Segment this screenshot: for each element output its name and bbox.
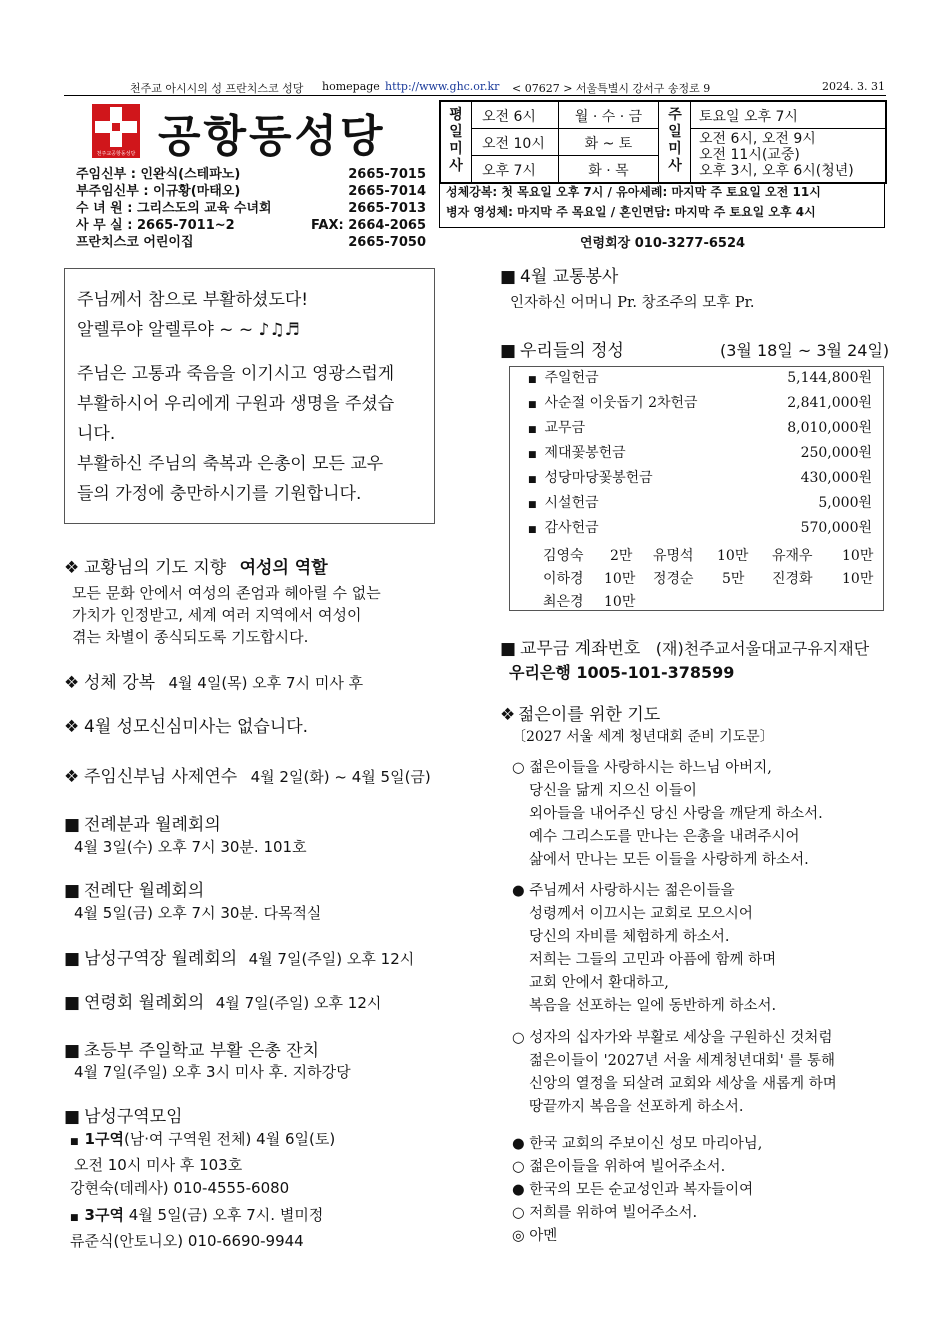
offering-row: ■ 제대꽃봉헌금 250,000원: [528, 445, 872, 461]
staff-row: 사 무 실 : 2665-7011~2 FAX: 2664-2065: [76, 218, 426, 233]
square-bullet-icon: ■: [64, 949, 81, 969]
prayer-stanza-2: ● 주님께서 사랑하시는 젊은이들을 성령께서 이끄시는 교회로 모으시어 당신의 자비를 체험하게 하소서. 저희는 그들의 고민과 아픔에 함께 하며 교회 안에서 환대하고, 복음을 선포하는 일에 동반하게 하소서.: [512, 883, 777, 1014]
square-bullet-icon: ■: [64, 815, 81, 835]
mass-days: 화 ~ 토: [558, 128, 659, 156]
council-contact: 연령회장 010-3277-6524: [580, 236, 746, 251]
donor-name: 유명석: [653, 548, 694, 564]
square-bullet-icon: ■: [64, 1041, 81, 1061]
district-1-block: ■ 1구역(남·여 구역원 전체) 4월 6일(토) 오전 10시 미사 후 103호 강현숙(데레사) 010-4555-6080: [70, 1130, 336, 1197]
square-bullet-icon: ■: [500, 267, 517, 287]
account-heading: ■ 교무금 계좌번호 (재)천주교서울대교구유지재단: [500, 639, 870, 659]
small-square-bullet-icon: ■: [528, 400, 537, 410]
youth-prayer-subtitle: 〔2027 서울 세계 청년대회 준비 기도문〕: [512, 729, 774, 745]
offering-row: ■ 사순절 이웃돕기 2차헌금 2,841,000원: [528, 395, 872, 411]
staff-row: 주임신부 : 인완식(스테파노) 2665-7015: [76, 167, 426, 182]
donor-name: 진경화: [772, 571, 813, 587]
small-square-bullet-icon: ■: [528, 525, 537, 535]
offering-table: [509, 366, 884, 611]
diamond-bullet-icon: ❖: [64, 558, 80, 578]
saturday-mass: 토요일 오후 7시: [690, 101, 886, 129]
small-square-bullet-icon: ■: [528, 475, 537, 485]
parish-name: 공항동성당: [158, 111, 386, 162]
mass-days: 화 · 목: [558, 155, 659, 183]
traffic-service-heading: ■ 4월 교통봉사: [500, 267, 619, 287]
diamond-bullet-icon: ❖: [500, 705, 516, 725]
mass-schedule-table: [439, 100, 887, 184]
prayer-stanza-1: ○ 젊은이들을 사랑하시는 하느님 아버지, 당신을 닮게 지으신 이들이 외아들을 내어주신 당신 사랑을 깨닫게 하소서. 예수 그리스도를 만나는 은총을 내려주시어 삶에서 만나는 모든 이들을 사랑하게 하소서.: [512, 760, 823, 868]
donor-amount: 10만: [842, 548, 874, 564]
square-bullet-icon: ■: [64, 993, 81, 1013]
donor-amount: 2만: [610, 548, 633, 564]
altar-meeting-text: 4월 5일(금) 오후 7시 30분. 다목적실: [74, 904, 322, 922]
square-bullet-icon: ■: [500, 341, 517, 361]
header-divider: [64, 95, 886, 96]
offering-period: (3월 18일 ~ 3월 24일): [720, 341, 890, 360]
sacrament-notes: 성체강복: 첫 목요일 오후 7시 / 유아세례: 마지막 주 토요일 오전 11시 병자 영성체: 마지막 주 목요일 / 혼인면담: 마지막 주 토요일 오후 4시: [439, 182, 885, 228]
sunday-school-heading: ■ 초등부 주일학교 부활 은총 잔치: [64, 1041, 320, 1061]
easter-message-box: 주님께서 참으로 부활하셨도다! 알렐루야 알렐루야 ~ ~ ♪♫♬ 주님은 고통과 죽음을 이기시고 영광스럽게 부활하시어 우리에게 구원과 생명을 주셨습 니다. 부활하신 주님의 축복과 은총이 모든 교우 들의 가정에 충만하시기를 기원합니다.: [64, 268, 435, 524]
small-square-bullet-icon: ■: [528, 375, 537, 385]
donor-amount: 5만: [722, 571, 745, 587]
donor-name: 최은경: [543, 594, 584, 610]
weekday-mass-label: 평일미사: [449, 107, 463, 174]
donor-amount: 10만: [604, 594, 636, 610]
sunday-mass-times: 오전 6시, 오전 9시 오전 11시(교중) 오후 3시, 오후 6시(청년): [690, 128, 886, 183]
offering-row: ■ 성당마당꽃봉헌금 430,000원: [528, 470, 872, 486]
pope-intention-heading: ❖ 교황님의 기도 지향 여성의 역할: [64, 558, 328, 578]
square-bullet-icon: ■: [64, 1107, 81, 1127]
retreat-heading: ❖ 주임신부님 사제연수 4월 2일(화) ~ 4월 5일(금): [64, 767, 431, 787]
donor-name: 유재우: [772, 548, 813, 564]
square-bullet-icon: ■: [64, 881, 81, 901]
liturgy-meeting-text: 4월 3일(수) 오후 7시 30분. 101호: [74, 838, 307, 856]
small-square-bullet-icon: ■: [70, 1213, 79, 1223]
staff-row: 수 녀 원 : 그리스도의 교육 수녀회 2665-7013: [76, 201, 426, 216]
small-square-bullet-icon: ■: [528, 500, 537, 510]
liturgy-meeting-heading: ■ 전례분과 월례회의: [64, 815, 221, 835]
pope-intention-text: 모든 문화 안에서 여성의 존엄과 헤아릴 수 없는 가치가 인정받고, 세계 여러 지역에서 여성이 겪는 차별이 종식되도록 기도합시다.: [72, 584, 381, 646]
offering-row: ■ 교무금 8,010,000원: [528, 420, 872, 436]
small-square-bullet-icon: ■: [528, 450, 537, 460]
mass-time: 오전 6시: [471, 101, 559, 129]
diamond-bullet-icon: ❖: [64, 673, 80, 693]
small-square-bullet-icon: ■: [528, 425, 537, 435]
logo-caption: 천주교공항동성당: [96, 151, 136, 157]
staff-directory: [76, 166, 426, 251]
district-3-block: ■ 3구역 4월 5일(금) 오후 7시. 별미정 류준식(안토니오) 010-6690-9944: [70, 1206, 324, 1250]
church-info: 천주교 아시시의 성 프란치스코 성당: [130, 82, 304, 95]
prayer-stanza-3: ○ 성자의 십자가와 부활로 세상을 구원하신 것처럼 젊은이들이 '2027년 서울 세계청년대회' 를 통해 신앙의 열정을 되살려 교회와 세상을 새롭게 하며 땅끝까지 복음을 선포하게 하소서.: [512, 1030, 837, 1115]
account-number: 우리은행 1005-101-378599: [509, 663, 735, 682]
mother-mass-notice: ❖ 4월 성모신심미사는 없습니다.: [64, 717, 309, 737]
diamond-bullet-icon: ❖: [64, 767, 80, 787]
staff-row: 프란치스코 어린이집 2665-7050: [76, 235, 426, 250]
youth-prayer-heading: ❖ 젊은이를 위한 기도: [500, 705, 661, 725]
mass-time: 오후 7시: [471, 155, 559, 183]
sunday-mass-label: 주일미사: [668, 107, 682, 174]
funeral-society-meeting: ■ 연령회 월례회의 4월 7일(주일) 오후 12시: [64, 993, 382, 1013]
donor-name: 정경순: [653, 571, 694, 587]
sunday-school-text: 4월 7일(주일) 오후 3시 미사 후. 지하강당: [74, 1063, 351, 1081]
address: < 07627 > 서울특별시 강서구 송정로 9: [512, 82, 711, 95]
parish-logo: [92, 104, 140, 158]
staff-row: 부주임신부 : 이규황(마태오) 2665-7014: [76, 184, 426, 199]
donor-amount: 10만: [604, 571, 636, 587]
mass-days: 월 · 수 · 금: [558, 101, 659, 129]
traffic-service-text: 인자하신 어머니 Pr. 창조주의 모후 Pr.: [510, 295, 755, 311]
offering-row: ■ 시설헌금 5,000원: [528, 495, 872, 511]
prayer-stanza-4: ● 한국 교회의 주보이신 성모 마리아님, ○ 젊은이들을 위하여 빌어주소서. ● 한국의 모든 순교성인과 복자들이여 ○ 저희를 위하여 빌어주소서. ◎ 아멘: [512, 1136, 763, 1244]
homepage-label: homepage: [322, 80, 380, 93]
donor-amount: 10만: [717, 548, 749, 564]
donor-name: 이하경: [543, 571, 584, 587]
diamond-bullet-icon: ❖: [64, 717, 80, 737]
donor-amount: 10만: [842, 571, 874, 587]
mens-district-heading: ■ 남성구역모임: [64, 1107, 183, 1127]
mass-time: 오전 10시: [471, 128, 559, 156]
offering-heading: ■ 우리들의 정성: [500, 341, 624, 361]
homepage-link[interactable]: http://www.ghc.or.kr: [385, 80, 500, 93]
square-bullet-icon: ■: [500, 639, 517, 659]
offering-row: ■ 감사헌금 570,000원: [528, 520, 872, 536]
district-leader-meeting: ■ 남성구역장 월례회의 4월 7일(주일) 오후 12시: [64, 949, 415, 969]
altar-meeting-heading: ■ 전례단 월례회의: [64, 881, 205, 901]
benediction-heading: ❖ 성체 강복 4월 4일(목) 오후 7시 미사 후: [64, 673, 364, 693]
offering-row: ■ 주일헌금 5,144,800원: [528, 370, 872, 386]
small-square-bullet-icon: ■: [70, 1137, 79, 1147]
bulletin-date: 2024. 3. 31: [822, 80, 885, 93]
donor-name: 김영숙: [543, 548, 584, 564]
